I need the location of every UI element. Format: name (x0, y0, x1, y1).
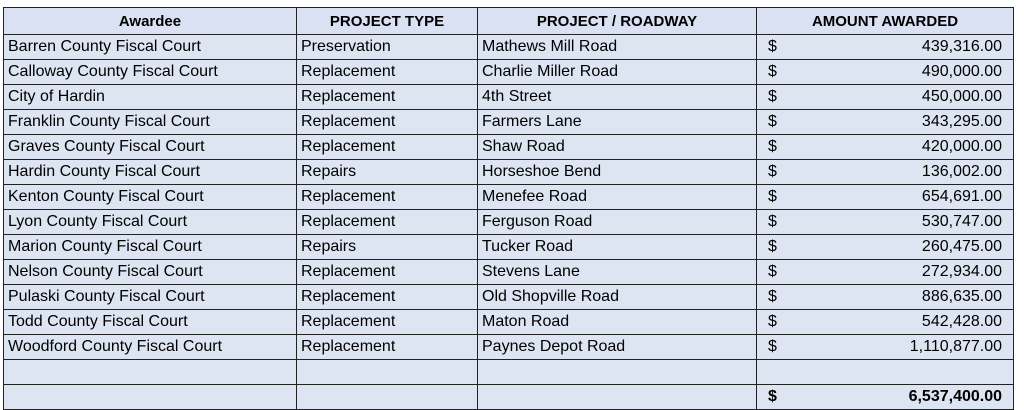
project-type-cell: Replacement (297, 335, 478, 360)
amount-cell (757, 135, 1014, 160)
amount-cell (757, 35, 1014, 60)
currency-symbol: $ (768, 288, 777, 305)
roadway-cell: 4th Street (478, 85, 757, 110)
amount-cell (757, 85, 1014, 110)
currency-symbol: $ (768, 263, 777, 280)
amount-value: 490,000.00 (921, 63, 1002, 80)
table-row (4, 210, 1014, 235)
table-body (4, 35, 1014, 360)
table-row (4, 135, 1014, 160)
table-row (4, 185, 1014, 210)
awardee-cell: Graves County Fiscal Court (4, 135, 297, 160)
awardee-cell: City of Hardin (4, 85, 297, 110)
amount-value: 530,747.00 (921, 213, 1002, 230)
header-project-type: PROJECT TYPE (297, 8, 478, 35)
project-type-cell: Replacement (297, 110, 478, 135)
amount-cell (757, 335, 1014, 360)
currency-symbol: $ (768, 338, 777, 355)
amount-value: 542,428.00 (921, 313, 1002, 330)
awardee-cell: Todd County Fiscal Court (4, 310, 297, 335)
project-type-cell: Repairs (297, 235, 478, 260)
project-type-cell: Replacement (297, 310, 478, 335)
amount-value: 343,295.00 (921, 113, 1002, 130)
roadway-cell: Stevens Lane (478, 260, 757, 285)
currency-symbol: $ (768, 238, 777, 255)
amount-cell (757, 110, 1014, 135)
awardee-cell: Kenton County Fiscal Court (4, 185, 297, 210)
project-type-cell: Replacement (297, 210, 478, 235)
header-amount-awarded: AMOUNT AWARDED (757, 8, 1014, 35)
total-amount: 6,537,400.00 (908, 388, 1002, 405)
project-type-cell: Repairs (297, 160, 478, 185)
currency-symbol: $ (768, 113, 777, 130)
roadway-cell: Farmers Lane (478, 110, 757, 135)
awardee-cell: Calloway County Fiscal Court (4, 60, 297, 85)
amount-value: 654,691.00 (921, 188, 1002, 205)
project-type-cell: Preservation (297, 35, 478, 60)
awardee-cell: Pulaski County Fiscal Court (4, 285, 297, 310)
awardee-cell: Lyon County Fiscal Court (4, 210, 297, 235)
amount-value: 272,934.00 (921, 263, 1002, 280)
table-row (4, 260, 1014, 285)
amount-value: 136,002.00 (921, 163, 1002, 180)
awardee-cell: Franklin County Fiscal Court (4, 110, 297, 135)
table-row (4, 60, 1014, 85)
table-row (4, 310, 1014, 335)
currency-symbol: $ (768, 63, 777, 80)
amount-value: 450,000.00 (921, 88, 1002, 105)
currency-symbol: $ (768, 188, 777, 205)
amount-cell (757, 60, 1014, 85)
currency-symbol: $ (768, 38, 777, 55)
table-row (4, 35, 1014, 60)
roadway-cell: Horseshoe Bend (478, 160, 757, 185)
amount-cell (757, 285, 1014, 310)
project-type-cell: Replacement (297, 85, 478, 110)
project-type-cell: Replacement (297, 185, 478, 210)
currency-symbol: $ (768, 163, 777, 180)
amount-value: 260,475.00 (921, 238, 1002, 255)
roadway-cell: Charlie Miller Road (478, 60, 757, 85)
amount-cell (757, 160, 1014, 185)
currency-symbol: $ (768, 213, 777, 230)
roadway-cell: Tucker Road (478, 235, 757, 260)
spacer-row (4, 360, 1014, 385)
project-type-cell: Replacement (297, 60, 478, 85)
amount-cell (757, 260, 1014, 285)
table-row (4, 335, 1014, 360)
awardee-cell: Nelson County Fiscal Court (4, 260, 297, 285)
currency-symbol: $ (768, 313, 777, 330)
table-row (4, 85, 1014, 110)
table-row (4, 285, 1014, 310)
amount-value: 439,316.00 (921, 38, 1002, 55)
project-type-cell: Replacement (297, 135, 478, 160)
amount-value: 1,110,877.00 (909, 338, 1002, 355)
table-row (4, 235, 1014, 260)
currency-symbol: $ (768, 88, 777, 105)
amount-cell (757, 235, 1014, 260)
awardee-cell: Marion County Fiscal Court (4, 235, 297, 260)
total-currency-symbol: $ (768, 388, 777, 405)
amount-value: 420,000.00 (921, 138, 1002, 155)
table-header-row (4, 8, 1014, 35)
roadway-cell: Paynes Depot Road (478, 335, 757, 360)
awards-table (3, 7, 1014, 410)
project-type-cell: Replacement (297, 285, 478, 310)
roadway-cell: Ferguson Road (478, 210, 757, 235)
roadway-cell: Maton Road (478, 310, 757, 335)
awardee-cell: Woodford County Fiscal Court (4, 335, 297, 360)
roadway-cell: Shaw Road (478, 135, 757, 160)
roadway-cell: Mathews Mill Road (478, 35, 757, 60)
amount-cell (757, 310, 1014, 335)
header-awardee: Awardee (4, 8, 297, 35)
table-row (4, 160, 1014, 185)
project-type-cell: Replacement (297, 260, 478, 285)
amount-cell (757, 185, 1014, 210)
currency-symbol: $ (768, 138, 777, 155)
table-row (4, 110, 1014, 135)
amount-value: 886,635.00 (921, 288, 1002, 305)
amount-cell (757, 210, 1014, 235)
awardee-cell: Barren County Fiscal Court (4, 35, 297, 60)
awardee-cell: Hardin County Fiscal Court (4, 160, 297, 185)
roadway-cell: Menefee Road (478, 185, 757, 210)
header-project-roadway: PROJECT / ROADWAY (478, 8, 757, 35)
roadway-cell: Old Shopville Road (478, 285, 757, 310)
